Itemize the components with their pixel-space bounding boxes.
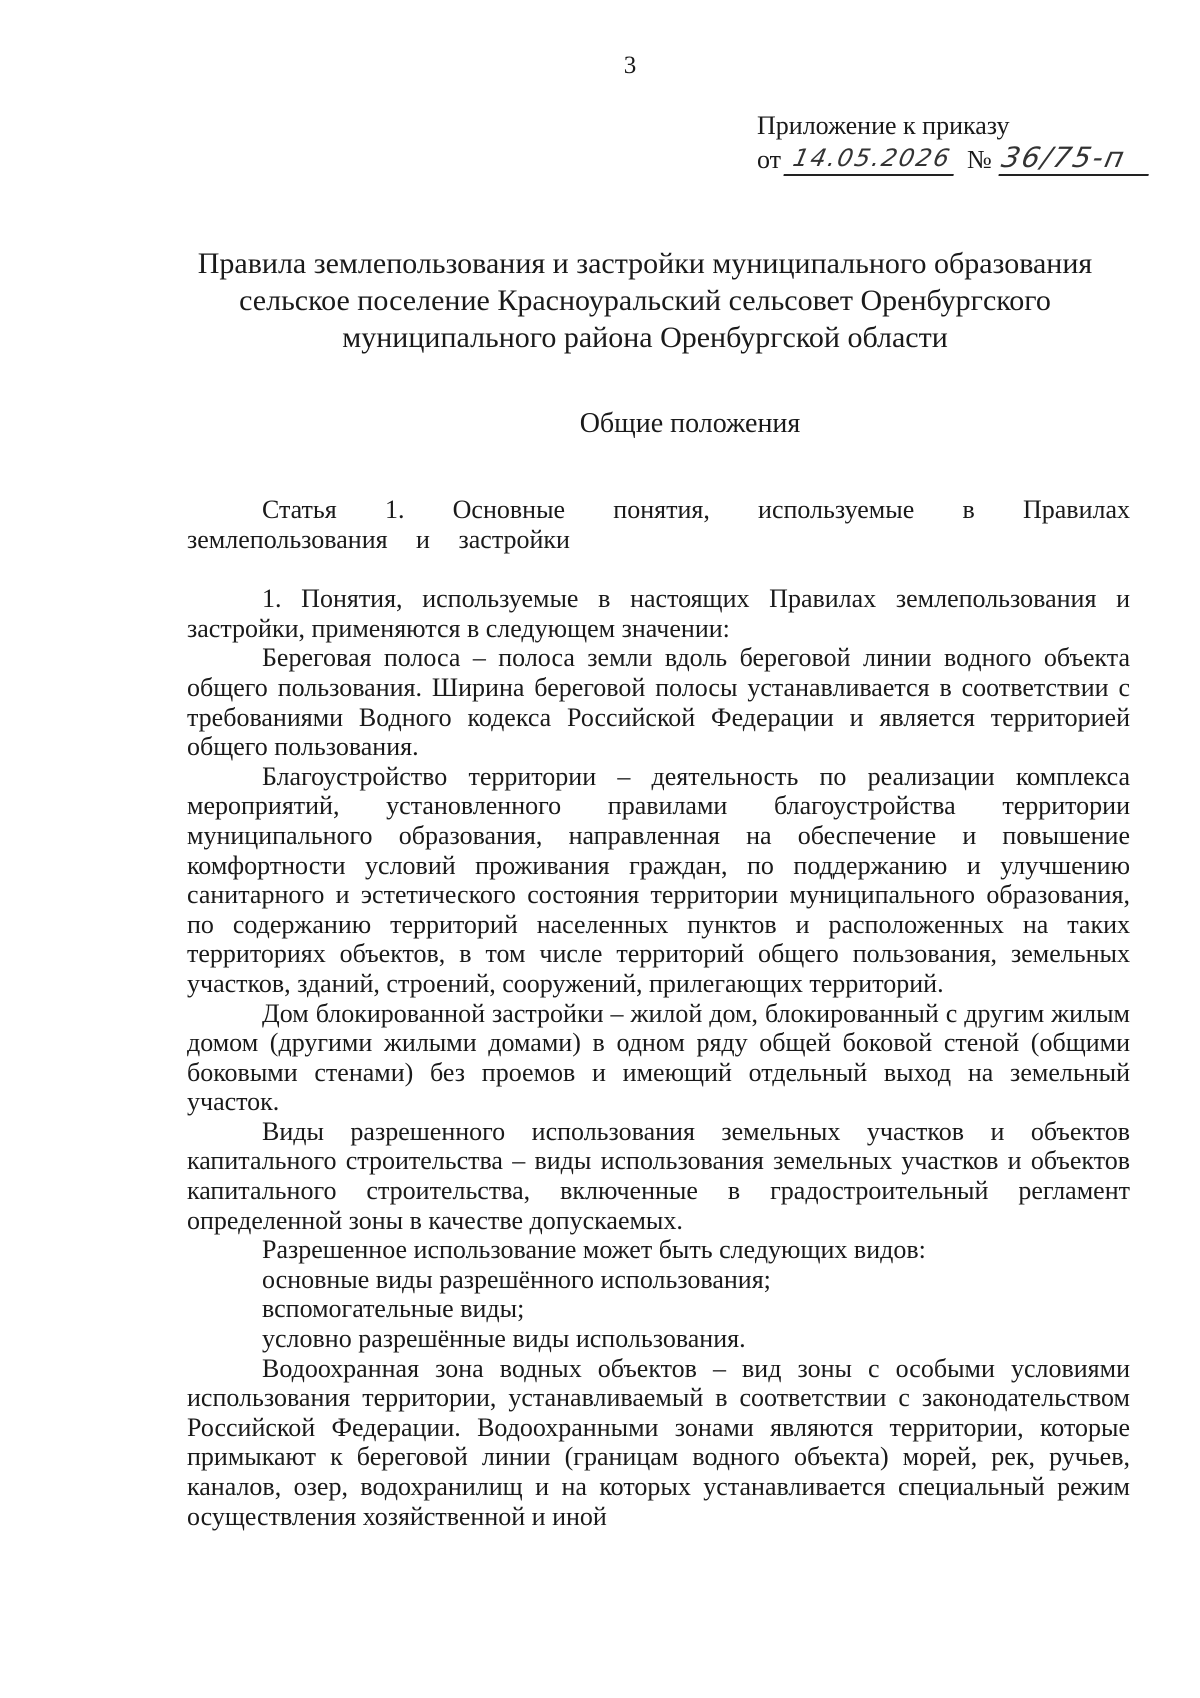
list-item: основные виды разрешённого использования; (262, 1264, 771, 1294)
handwritten-order-number: 36/75-п (998, 142, 1155, 176)
annex-order-line (757, 142, 1152, 176)
paragraph: Береговая полоса – полоса земли вдоль береговой линии водного объекта общего пользования. Ширина береговой полосы устанавливается в соответствии с требованиями Водного кодекса Российской Федерации и является территорией общего пользования. (187, 643, 1130, 762)
paragraph: Благоустройство территории – деятельность по реализации комплекса мероприятий, установленного правилами благоустройства территории муниципального образования, направленная на обеспечение и повышение комфортности условий проживания граждан, по поддержанию и улучшению санитарного и эстетического состояния территории муниципального образования, по содержанию территорий населенных пунктов и расположенных на таких территориях объектов, в том числе территорий общего пользования, земельных участков, зданий, строений, сооружений, прилегающих территорий. (187, 761, 1130, 998)
article-heading: Статья 1. Основные понятия, используемые в Правилах землепользования и застройки (187, 495, 1130, 554)
paragraph: 1. Понятия, используемые в настоящих Правилах землепользования и застройки, применяются в следующем значении: (187, 584, 1130, 643)
section-heading: Общие положения (579, 408, 801, 439)
annex-label: Приложение к приказу (757, 111, 1010, 140)
paragraph: Виды разрешенного использования земельных участков и объектов капитального строительства – виды использования земельных участков и объектов капитального строительства, включенные в градостроительный регламент определенной зоны в качестве допускаемых. (187, 1116, 1130, 1235)
list-item: вспомогательные виды; (262, 1294, 525, 1324)
document-title: Правила землепользования и застройки муниципального образования сельское поселение Красноуральский сельсовет Оренбургского муниципального района Оренбургской области (197, 247, 1093, 354)
annex-block (757, 110, 1152, 176)
list-item: условно разрешённые виды использования. (262, 1324, 746, 1354)
list-intro: Разрешенное использование может быть следующих видов: (262, 1235, 926, 1265)
paragraph: Водоохранная зона водных объектов – вид зоны с особыми условиями использования территории, устанавливаемый в соответствии с законодательством Российской Федерации. Водоохранными зонами являются территории, которые примыкают к береговой линии (границам водного объекта) морей, рек, ручьев, каналов, озер, водохранилищ и на которых устанавливается специальный режим осуществления хозяйственной и иной (187, 1353, 1130, 1531)
number-sign: № (967, 145, 992, 174)
handwritten-date: 14.05.2026 (783, 142, 960, 176)
annex-date-prefix: от (757, 145, 782, 174)
page-number: 3 (623, 52, 637, 79)
document-body (187, 495, 1130, 1531)
paragraph: Дом блокированной застройки – жилой дом, блокированный с другим жилым домом (другими жилыми домами) в одном ряду общей боковой стеной (общими боковыми стенами) без проемов и имеющий отдельный выход на земельный участок. (187, 998, 1130, 1117)
